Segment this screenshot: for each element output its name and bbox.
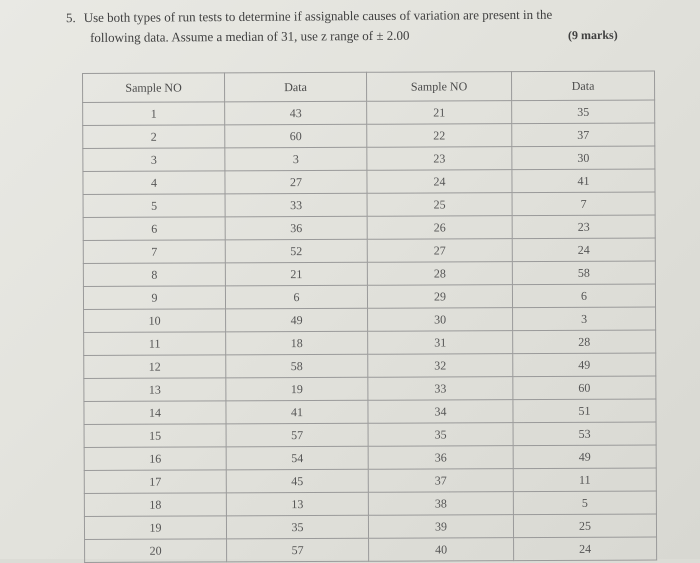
- table-row: [83, 146, 655, 171]
- cell-data-right: 23: [512, 215, 655, 239]
- cell-data-left: 19: [226, 377, 368, 401]
- data-table-container: [82, 71, 656, 563]
- table-row: [83, 169, 655, 194]
- cell-data-left: 21: [225, 262, 367, 286]
- cell-sample-no-left: 8: [83, 263, 225, 287]
- cell-data-left: 6: [225, 285, 367, 309]
- cell-sample-no-left: 14: [84, 401, 226, 425]
- cell-data-right: 11: [513, 468, 656, 492]
- table-row: [83, 123, 655, 148]
- cell-sample-no-right: 22: [367, 124, 512, 148]
- cell-data-left: 35: [226, 515, 368, 539]
- cell-data-right: 51: [513, 399, 656, 423]
- cell-data-right: 49: [513, 353, 656, 377]
- cell-data-right: 7: [512, 192, 655, 216]
- table-row: [84, 422, 656, 447]
- header-sample-no-left: Sample NO: [83, 73, 225, 103]
- cell-data-right: 24: [512, 238, 655, 262]
- table-row: [84, 330, 656, 355]
- cell-data-left: 43: [225, 101, 367, 125]
- cell-sample-no-right: 31: [368, 331, 513, 355]
- cell-data-left: 41: [226, 400, 368, 424]
- cell-sample-no-left: 7: [83, 240, 225, 264]
- cell-data-left: 36: [225, 216, 367, 240]
- table-row: [83, 215, 655, 240]
- cell-data-left: 52: [225, 239, 367, 263]
- cell-sample-no-right: 35: [368, 423, 513, 447]
- cell-sample-no-left: 1: [83, 102, 225, 126]
- cell-data-right: 25: [513, 514, 656, 538]
- table-row: [83, 192, 655, 217]
- cell-sample-no-left: 20: [85, 539, 227, 563]
- table-row: [84, 514, 656, 539]
- cell-sample-no-left: 11: [84, 332, 226, 356]
- cell-data-left: 57: [226, 423, 368, 447]
- question-line-2: following data. Assume a median of 31, use z range of ± 2.00: [90, 27, 410, 45]
- cell-data-right: 24: [514, 537, 657, 561]
- cell-data-left: 3: [225, 147, 367, 171]
- table-row: [84, 376, 656, 401]
- cell-sample-no-right: 26: [367, 216, 512, 240]
- table-row: [84, 353, 656, 378]
- table-body: [83, 100, 657, 562]
- marks-label: (9 marks): [567, 27, 618, 43]
- header-data-right: Data: [511, 71, 654, 101]
- table-row: [83, 261, 655, 286]
- cell-sample-no-right: 28: [367, 262, 512, 286]
- cell-sample-no-left: 4: [83, 171, 225, 195]
- cell-sample-no-left: 18: [84, 493, 226, 517]
- cell-data-left: 57: [227, 538, 369, 562]
- question-number: 5.: [65, 10, 76, 26]
- cell-data-left: 13: [226, 492, 368, 516]
- cell-sample-no-right: 36: [368, 446, 513, 470]
- cell-data-right: 58: [512, 261, 655, 285]
- cell-data-right: 53: [513, 422, 656, 446]
- cell-sample-no-left: 16: [84, 447, 226, 471]
- cell-data-right: 41: [512, 169, 655, 193]
- cell-sample-no-right: 39: [368, 515, 513, 539]
- cell-sample-no-left: 19: [84, 516, 226, 540]
- cell-sample-no-right: 21: [367, 101, 512, 125]
- cell-data-right: 3: [513, 307, 656, 331]
- cell-sample-no-right: 38: [368, 492, 513, 516]
- cell-sample-no-right: 32: [368, 354, 513, 378]
- cell-sample-no-left: 6: [83, 217, 225, 241]
- table-row: [83, 238, 655, 263]
- table-row: [84, 491, 656, 516]
- cell-data-left: 58: [226, 354, 368, 378]
- cell-data-left: 27: [225, 170, 367, 194]
- cell-sample-no-right: 25: [367, 193, 512, 217]
- cell-sample-no-left: 2: [83, 125, 225, 149]
- header-data-left: Data: [225, 72, 367, 102]
- cell-data-right: 30: [512, 146, 655, 170]
- table-row: [84, 468, 656, 493]
- question-line-1-text: Use both types of run tests to determine if assignable causes of variation are present in the: [83, 6, 553, 26]
- cell-sample-no-left: 17: [84, 470, 226, 494]
- cell-sample-no-left: 9: [83, 286, 225, 310]
- cell-data-right: 5: [513, 491, 656, 515]
- table-row: [83, 100, 655, 125]
- cell-data-right: 37: [512, 123, 655, 147]
- table-row: [84, 307, 656, 332]
- table-row: [83, 284, 655, 309]
- cell-data-right: 6: [512, 284, 655, 308]
- cell-sample-no-right: 30: [368, 308, 513, 332]
- cell-data-right: 35: [512, 100, 655, 124]
- cell-sample-no-right: 24: [367, 170, 512, 194]
- cell-sample-no-right: 37: [368, 469, 513, 493]
- cell-data-right: 60: [513, 376, 656, 400]
- table-header-row: [83, 71, 655, 102]
- header-sample-no-right: Sample NO: [366, 72, 511, 102]
- cell-data-left: 33: [225, 193, 367, 217]
- data-table: [82, 70, 657, 562]
- cell-sample-no-right: 29: [367, 285, 512, 309]
- cell-sample-no-left: 5: [83, 194, 225, 218]
- cell-sample-no-right: 40: [369, 538, 514, 562]
- table-row: [84, 399, 656, 424]
- cell-data-left: 49: [226, 308, 368, 332]
- cell-data-left: 45: [226, 469, 368, 493]
- cell-sample-no-right: 34: [368, 400, 513, 424]
- cell-sample-no-right: 23: [367, 147, 512, 171]
- cell-sample-no-left: 10: [84, 309, 226, 333]
- cell-data-right: 28: [513, 330, 656, 354]
- cell-sample-no-left: 15: [84, 424, 226, 448]
- cell-data-right: 49: [513, 445, 656, 469]
- cell-sample-no-left: 13: [84, 378, 226, 402]
- cell-data-left: 54: [226, 446, 368, 470]
- cell-sample-no-right: 27: [367, 239, 512, 263]
- cell-data-left: 18: [226, 331, 368, 355]
- cell-sample-no-right: 33: [368, 377, 513, 401]
- cell-sample-no-left: 12: [84, 355, 226, 379]
- table-row: [84, 445, 656, 470]
- cell-sample-no-left: 3: [83, 148, 225, 172]
- cell-data-left: 60: [225, 124, 367, 148]
